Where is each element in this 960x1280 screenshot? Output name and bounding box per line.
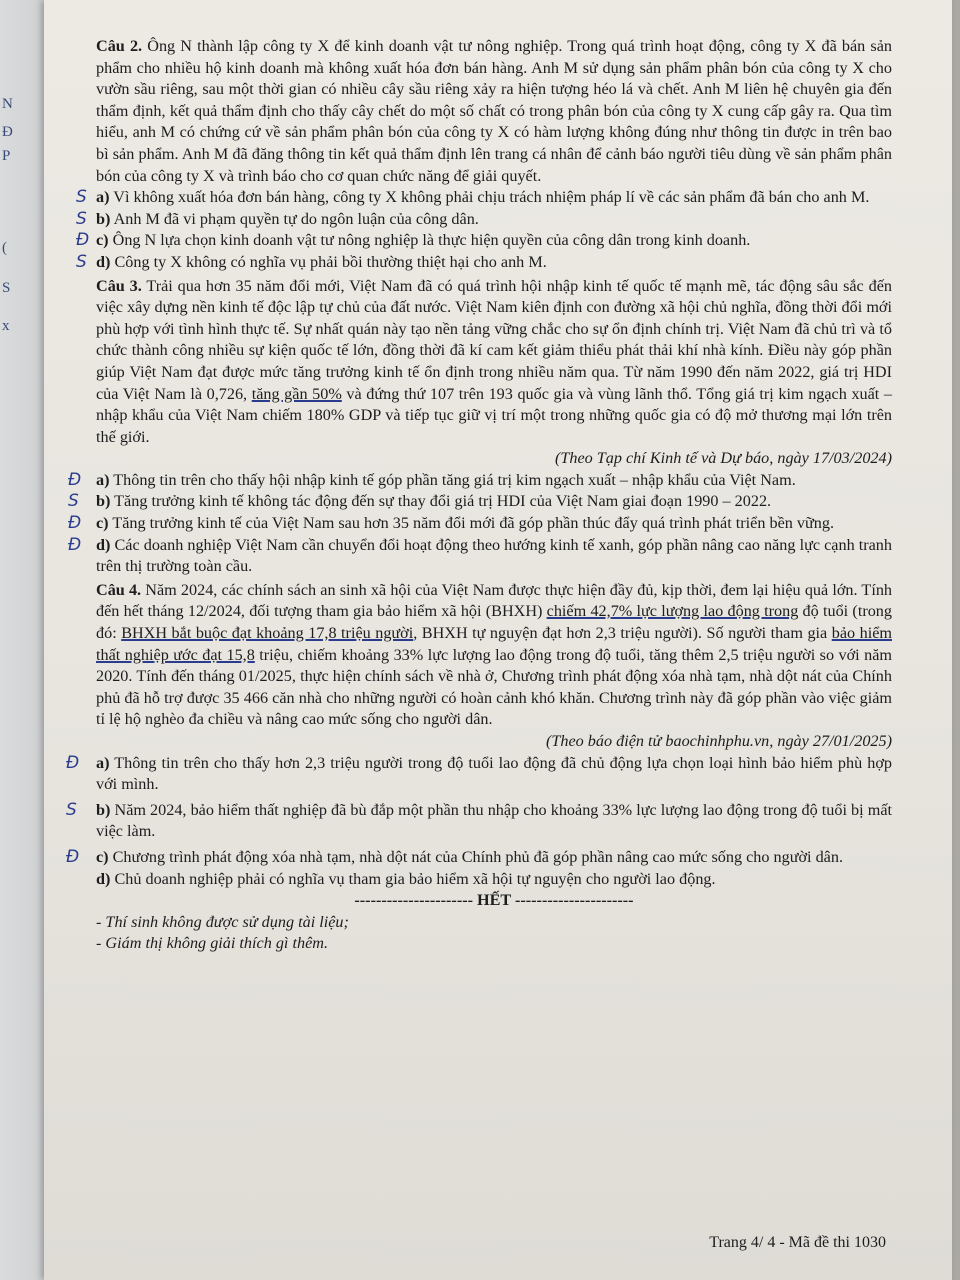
handwritten-answer-mark: Đ bbox=[66, 752, 80, 773]
exam-content bbox=[66, 36, 893, 955]
option-key: c) bbox=[96, 847, 109, 866]
option-key: c) bbox=[96, 514, 109, 533]
handwritten-answer-mark: S bbox=[76, 208, 87, 229]
handwritten-answer-mark: S bbox=[66, 799, 77, 820]
question-2-label: Câu 2. bbox=[96, 37, 143, 55]
question-4-text: triệu, chiếm khoảng 33% lực lượng lao động trong độ tuổi, tăng thêm 2,5 triệu người so với năm 2020. Tính đến tháng 01/2025, thực hiện chính sách về nhà ở, Chương trình phát động xóa nhà tạm, nhà dột nát của Chính phủ đã hỗ trợ được 35 466 căn nhà cho những người có hoàn cảnh khó khăn. Chương trình này đã góp phần vào việc giảm tỉ lệ hộ nghèo đa chiều và nâng cao mức sống cho người dân. bbox=[96, 645, 892, 729]
handwritten-answer-mark: Đ bbox=[66, 846, 80, 867]
question-4-stem bbox=[96, 580, 892, 731]
margin-mark: S bbox=[2, 280, 11, 296]
margin-mark: Đ bbox=[2, 124, 13, 140]
handwritten-answer-mark: Đ bbox=[76, 230, 90, 251]
handwritten-answer-mark: Đ bbox=[68, 534, 82, 555]
question-2-option-a bbox=[76, 187, 892, 209]
question-4-option-a bbox=[66, 752, 892, 796]
exam-note: - Giám thị không giải thích gì thêm. bbox=[96, 934, 328, 953]
option-text: Năm 2024, bảo hiểm thất nghiệp đã bù đắp một phần thu nhập cho khoảng 33% lực lượng lao động trong độ tuổi bị mất việc làm. bbox=[96, 800, 892, 841]
option-key: b) bbox=[96, 800, 111, 819]
option-text: Tăng trưởng kinh tế không tác động đến sự thay đổi giá trị HDI của Việt Nam giai đoạn 1990 – 2022. bbox=[114, 492, 772, 511]
option-text: Chủ doanh nghiệp phải có nghĩa vụ tham gia bảo hiểm xã hội tự nguyện cho người lao động. bbox=[114, 869, 716, 888]
question-2-option-b bbox=[76, 208, 892, 231]
handwritten-answer-mark: S bbox=[76, 187, 87, 208]
option-text: Các doanh nghiệp Việt Nam cần chuyển đổi hoạt động theo hướng kinh tế xanh, góp phần nâng cao năng lực cạnh tranh trên thị trường toàn cầu. bbox=[96, 535, 892, 576]
page-footer: Trang 4/ 4 - Mã đề thi 1030 bbox=[709, 1234, 886, 1251]
question-4-option-b bbox=[66, 799, 892, 843]
question-4-option-c bbox=[66, 846, 892, 869]
adjacent-page-strip bbox=[0, 0, 44, 1280]
pen-underline: tăng gần 50% bbox=[251, 384, 342, 403]
margin-mark: N bbox=[2, 96, 13, 112]
option-key: b) bbox=[96, 209, 111, 228]
question-4-text: , BHXH tự nguyện đạt hơn 2,3 triệu người). Số người tham gia bbox=[413, 624, 832, 643]
question-2-text: Ông N thành lập công ty X để kinh doanh vật tư nông nghiệp. Trong quá trình hoạt động, công ty X đã bán sản phẩm cho nhiều hộ kinh doanh mà không xuất hóa đơn bán hàng. Anh M sử dụng sản phẩm phân bón của công ty X cho vườn sầu riêng, sau một thời gian có nhiều cây sầu riêng xảy ra hiện tượng héo lá và chết. Anh M liên hệ chuyên gia đến thẩm định, kết quả thẩm định cho thấy cây chết do một số chất có trong phân bón của công ty X cung cấp gây ra. Qua tìm hiểu, anh M có chứng cứ về sản phẩm phân bón của công ty X có hàm lượng không đúng như thông tin được in trên bao bì sản phẩm. Anh M đã đăng thông tin kết quả thẩm định lên trang cá nhân để cảnh báo người tiêu dùng về sản phẩm phân bón của công ty X và trình báo cho cơ quan chức năng để giải quyết. bbox=[96, 37, 893, 185]
question-2-option-d bbox=[76, 251, 892, 274]
margin-mark: ( bbox=[2, 240, 7, 256]
end-marker: ---------------------- HẾT ---------------------- bbox=[354, 891, 634, 910]
handwritten-answer-mark: S bbox=[68, 491, 79, 512]
question-3-option-b bbox=[68, 491, 892, 513]
handwritten-answer-mark: S bbox=[76, 251, 87, 272]
option-text: Ông N lựa chọn kinh doanh vật tư nông nghiệp là thực hiện quyền của công dân trong kinh doanh. bbox=[112, 231, 751, 250]
question-4-label: Câu 4. bbox=[96, 580, 142, 599]
question-3-stem bbox=[96, 276, 892, 449]
question-3-text: và đứng thứ 107 trên 193 quốc gia và vùng lãnh thổ. Tổng giá trị kim ngạch xuất – nhập khẩu của Việt Nam chiếm 180% GDP và tiếp tục giữ vị trí một trong những quốc gia có độ mở thương mại lớn trên thế giới. bbox=[96, 384, 893, 446]
option-key: a) bbox=[96, 470, 110, 489]
option-text: Thông tin trên cho thấy hơn 2,3 triệu người trong độ tuổi lao động đã chủ động lựa chọn loại hình bảo hiểm phù hợp với mình. bbox=[96, 753, 892, 794]
question-3-source: (Theo Tạp chí Kinh tế và Dự báo, ngày 17/03/2024) bbox=[554, 449, 892, 468]
question-4-text: Năm 2024, các chính sách an sinh xã hội của Việt Nam được thực hiện đầy đủ, kịp thời, đem lại hiệu quả lớn. Tính đến hết tháng 12/2024, đối tượng tham gia bảo hiểm xã hội (BHXH) bbox=[96, 580, 893, 621]
option-text: Công ty X không có nghĩa vụ phải bồi thường thiệt hại cho anh M. bbox=[114, 252, 547, 271]
option-key: b) bbox=[96, 492, 111, 511]
question-3-option-a bbox=[68, 469, 892, 492]
option-text: Thông tin trên cho thấy hội nhập kinh tế góp phần tăng giá trị kim ngạch xuất – nhập khẩu của Việt Nam. bbox=[113, 470, 796, 489]
question-3-option-c bbox=[68, 513, 892, 535]
question-3-label: Câu 3. bbox=[96, 276, 142, 295]
option-text: Tăng trưởng kinh tế của Việt Nam sau hơn 35 năm đổi mới đã góp phần thúc đẩy quá trình phát triển bền vững. bbox=[112, 514, 835, 533]
pen-underline: chiếm 42,7% lực lượng lao động trong bbox=[546, 602, 799, 621]
option-key: c) bbox=[96, 231, 109, 250]
margin-mark: P bbox=[2, 148, 11, 164]
exam-note: - Thí sinh không được sử dụng tài liệu; bbox=[96, 912, 349, 931]
pen-underline: bảo hiểm thất nghiệp ước đạt 15,8 bbox=[96, 624, 892, 664]
question-3-text: Trải qua hơn 35 năm đổi mới, Việt Nam đã có quá trình hội nhập kinh tế quốc tế mạnh mẽ, tác động sâu sắc đến việc xây dựng nền kinh tế độc lập tự chủ của đất nước. Việt Nam kiên định con đường xã hội chủ nghĩa, đồng thời đổi mới phù hợp với tình hình thực tế. Sự nhất quán này tạo nền tảng vững chắc cho sự ổn định chính trị. Việt Nam đã chủ trì và tổ chức thành công nhiều sự kiện quốc tế lớn, đồng thời đã kí cam kết giảm thiểu phát thải khí nhà kính. Điều này góp phần giúp Việt Nam đạt được mức tăng trưởng kinh tế ổn định trong nhiều năm qua. Từ năm 1990 đến năm 2022, giá trị HDI của Việt Nam là 0,726, bbox=[96, 276, 892, 403]
pen-underline: BHXH bắt buộc đạt khoảng 17,8 triệu người bbox=[121, 624, 414, 643]
option-key: d) bbox=[96, 535, 111, 554]
option-key: a) bbox=[96, 188, 110, 207]
option-key: d) bbox=[96, 869, 111, 888]
question-4-option-d bbox=[96, 869, 892, 891]
question-3-option-d bbox=[68, 534, 892, 578]
handwritten-answer-mark: Đ bbox=[68, 469, 82, 490]
question-2-stem bbox=[96, 36, 892, 187]
option-text: Vì không xuất hóa đơn bán hàng, công ty X không phải chịu trách nhiệm pháp lí về các sản phẩm đã bán cho anh M. bbox=[113, 188, 870, 207]
margin-mark: x bbox=[2, 318, 10, 334]
option-text: Chương trình phát động xóa nhà tạm, nhà dột nát của Chính phủ đã góp phần nâng cao mức sống cho người dân. bbox=[112, 847, 843, 866]
option-key: a) bbox=[96, 753, 110, 772]
option-key: d) bbox=[96, 252, 111, 271]
handwritten-answer-mark: Đ bbox=[68, 513, 82, 534]
question-2-option-c bbox=[76, 230, 892, 252]
option-text: Anh M đã vi phạm quyền tự do ngôn luận của công dân. bbox=[113, 209, 479, 228]
question-4-source: (Theo báo điện tử baochinhphu.vn, ngày 27/01/2025) bbox=[545, 732, 892, 750]
question-4-text: độ tuổi (trong đó: bbox=[96, 602, 892, 643]
